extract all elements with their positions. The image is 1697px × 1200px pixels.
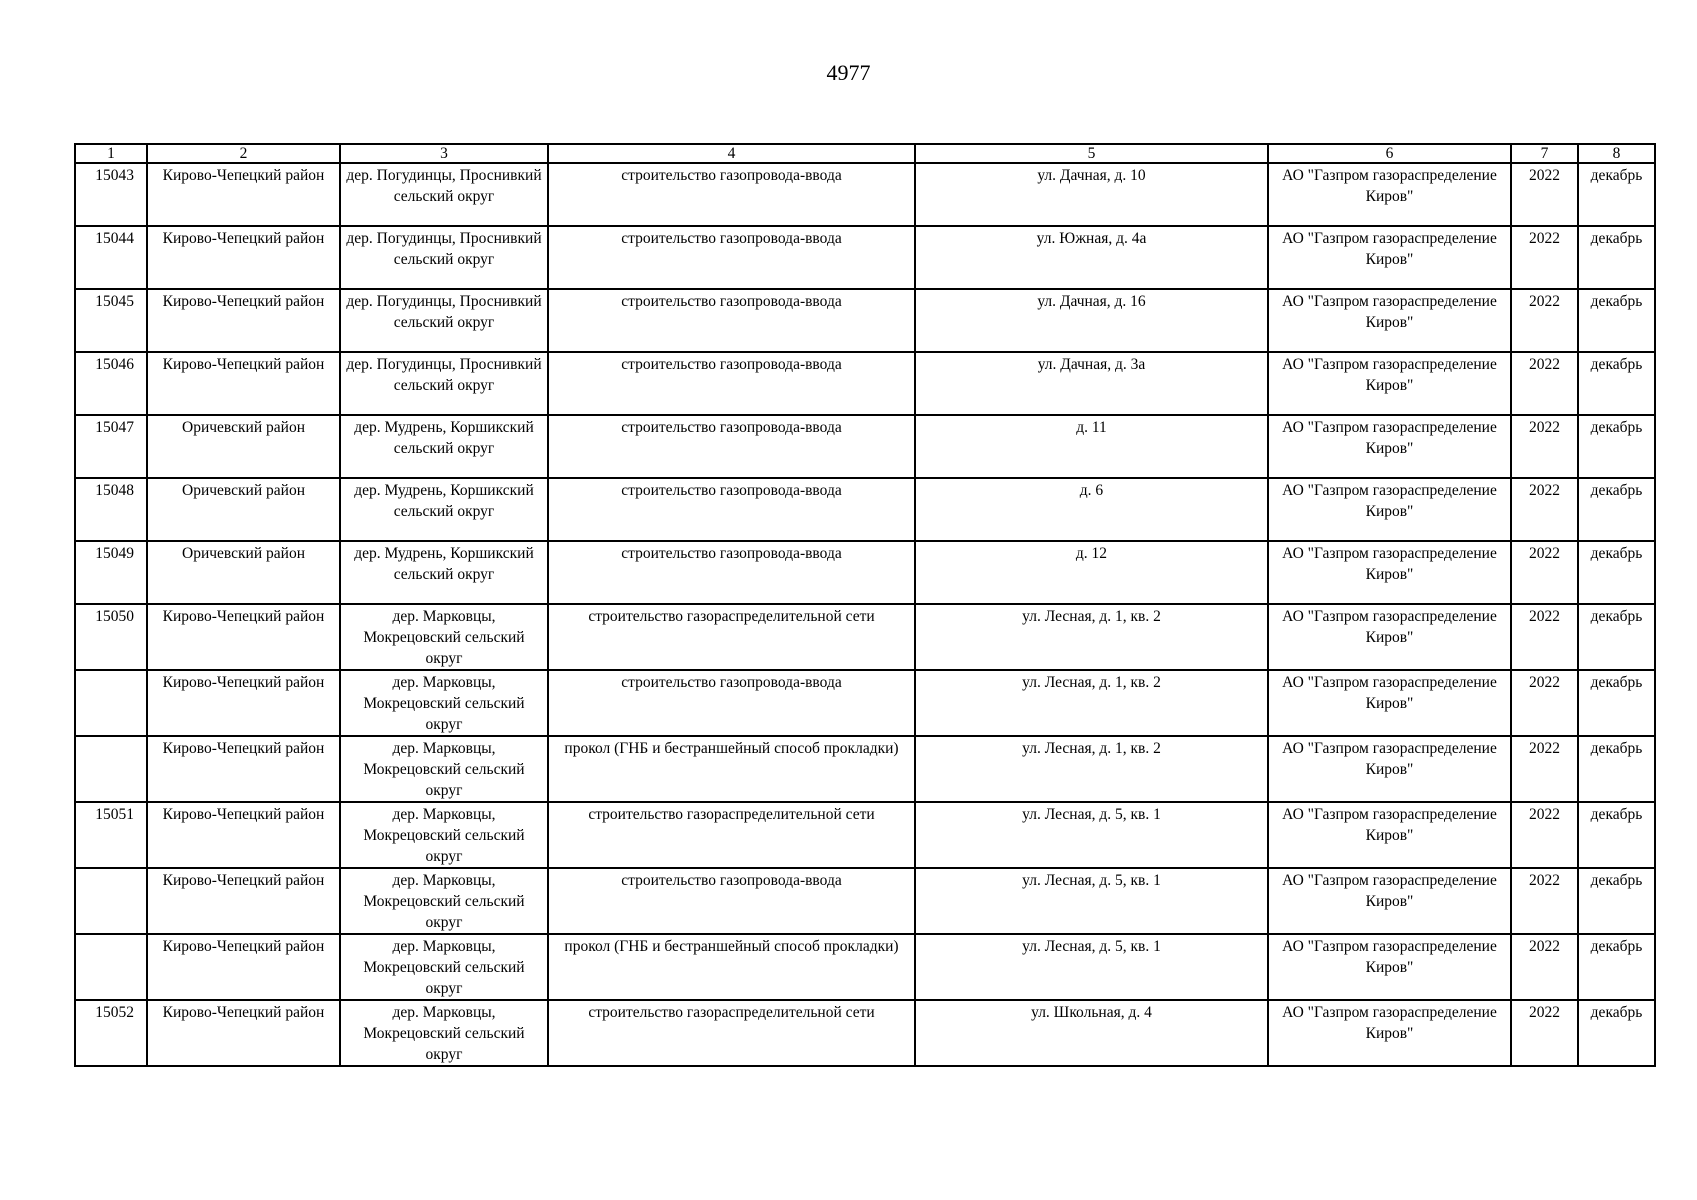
locality-cell: дер. Мудрень, Коршикский сельский округ	[340, 478, 548, 541]
organization-cell: АО "Газпром газораспределение Киров"	[1268, 670, 1511, 736]
table-row	[75, 289, 1655, 352]
month-cell: декабрь	[1578, 289, 1655, 352]
year-cell: 2022	[1511, 736, 1578, 802]
month-cell: декабрь	[1578, 868, 1655, 934]
work-type-cell: прокол (ГНБ и бестраншейный способ прокладки)	[548, 736, 915, 802]
district-cell: Оричевский район	[147, 478, 340, 541]
table-body	[75, 163, 1655, 1066]
district-cell: Кирово-Чепецкий район	[147, 868, 340, 934]
work-type-cell: строительство газопровода-ввода	[548, 478, 915, 541]
district-cell: Кирово-Чепецкий район	[147, 352, 340, 415]
column-header: 6	[1268, 144, 1511, 163]
year-cell: 2022	[1511, 541, 1578, 604]
organization-cell: АО "Газпром газораспределение Киров"	[1268, 352, 1511, 415]
locality-cell: дер. Погудинцы, Проснивкий сельский округ	[340, 226, 548, 289]
locality-cell: дер. Марковцы, Мокрецовский сельский округ	[340, 736, 548, 802]
address-cell: ул. Лесная, д. 5, кв. 1	[915, 868, 1268, 934]
page-number: 4977	[826, 60, 871, 85]
district-cell: Кирово-Чепецкий район	[147, 289, 340, 352]
locality-cell: дер. Марковцы, Мокрецовский сельский округ	[340, 868, 548, 934]
column-header: 8	[1578, 144, 1655, 163]
row-number: 15045	[75, 289, 147, 352]
month-cell: декабрь	[1578, 736, 1655, 802]
locality-cell: дер. Марковцы, Мокрецовский сельский округ	[340, 670, 548, 736]
district-cell: Кирово-Чепецкий район	[147, 1000, 340, 1066]
month-cell: декабрь	[1578, 352, 1655, 415]
address-cell: ул. Дачная, д. 3а	[915, 352, 1268, 415]
row-number: 15049	[75, 541, 147, 604]
locality-cell: дер. Марковцы, Мокрецовский сельский округ	[340, 802, 548, 868]
data-table	[74, 143, 1656, 1067]
row-number: 15047	[75, 415, 147, 478]
organization-cell: АО "Газпром газораспределение Киров"	[1268, 478, 1511, 541]
address-cell: ул. Дачная, д. 16	[915, 289, 1268, 352]
table-row	[75, 604, 1655, 670]
table-row	[75, 1000, 1655, 1066]
organization-cell: АО "Газпром газораспределение Киров"	[1268, 226, 1511, 289]
year-cell: 2022	[1511, 934, 1578, 1000]
row-number: 15052	[75, 1000, 147, 1066]
month-cell: декабрь	[1578, 478, 1655, 541]
district-cell: Кирово-Чепецкий район	[147, 604, 340, 670]
year-cell: 2022	[1511, 289, 1578, 352]
organization-cell: АО "Газпром газораспределение Киров"	[1268, 802, 1511, 868]
header-row	[75, 144, 1655, 163]
organization-cell: АО "Газпром газораспределение Киров"	[1268, 604, 1511, 670]
address-cell: ул. Дачная, д. 10	[915, 163, 1268, 226]
year-cell: 2022	[1511, 802, 1578, 868]
year-cell: 2022	[1511, 226, 1578, 289]
district-cell: Кирово-Чепецкий район	[147, 670, 340, 736]
locality-cell: дер. Марковцы, Мокрецовский сельский округ	[340, 604, 548, 670]
work-type-cell: строительство газопровода-ввода	[548, 415, 915, 478]
address-cell: ул. Южная, д. 4а	[915, 226, 1268, 289]
month-cell: декабрь	[1578, 604, 1655, 670]
organization-cell: АО "Газпром газораспределение Киров"	[1268, 541, 1511, 604]
table-row	[75, 541, 1655, 604]
organization-cell: АО "Газпром газораспределение Киров"	[1268, 415, 1511, 478]
locality-cell: дер. Марковцы, Мокрецовский сельский округ	[340, 1000, 548, 1066]
row-number: 15048	[75, 478, 147, 541]
organization-cell: АО "Газпром газораспределение Киров"	[1268, 289, 1511, 352]
year-cell: 2022	[1511, 478, 1578, 541]
row-number: 15050	[75, 604, 147, 670]
work-type-cell: строительство газопровода-ввода	[548, 289, 915, 352]
table-row	[75, 670, 1655, 736]
address-cell: ул. Школьная, д. 4	[915, 1000, 1268, 1066]
month-cell: декабрь	[1578, 226, 1655, 289]
district-cell: Кирово-Чепецкий район	[147, 802, 340, 868]
month-cell: декабрь	[1578, 934, 1655, 1000]
work-type-cell: строительство газопровода-ввода	[548, 868, 915, 934]
organization-cell: АО "Газпром газораспределение Киров"	[1268, 934, 1511, 1000]
year-cell: 2022	[1511, 868, 1578, 934]
column-header: 7	[1511, 144, 1578, 163]
work-type-cell: строительство газопровода-ввода	[548, 226, 915, 289]
table-row	[75, 802, 1655, 868]
year-cell: 2022	[1511, 352, 1578, 415]
work-type-cell: строительство газопровода-ввода	[548, 352, 915, 415]
locality-cell: дер. Мудрень, Коршикский сельский округ	[340, 415, 548, 478]
table-row	[75, 226, 1655, 289]
month-cell: декабрь	[1578, 1000, 1655, 1066]
address-cell: ул. Лесная, д. 1, кв. 2	[915, 670, 1268, 736]
work-type-cell: строительство газораспределительной сети	[548, 802, 915, 868]
year-cell: 2022	[1511, 604, 1578, 670]
work-type-cell: строительство газопровода-ввода	[548, 541, 915, 604]
work-type-cell: строительство газопровода-ввода	[548, 163, 915, 226]
locality-cell: дер. Мудрень, Коршикский сельский округ	[340, 541, 548, 604]
work-type-cell: прокол (ГНБ и бестраншейный способ прокладки)	[548, 934, 915, 1000]
table-row	[75, 736, 1655, 802]
row-number	[75, 736, 147, 802]
month-cell: декабрь	[1578, 541, 1655, 604]
month-cell: декабрь	[1578, 415, 1655, 478]
work-type-cell: строительство газопровода-ввода	[548, 670, 915, 736]
year-cell: 2022	[1511, 163, 1578, 226]
year-cell: 2022	[1511, 670, 1578, 736]
locality-cell: дер. Марковцы, Мокрецовский сельский округ	[340, 934, 548, 1000]
locality-cell: дер. Погудинцы, Проснивкий сельский округ	[340, 289, 548, 352]
column-header: 4	[548, 144, 915, 163]
table-row	[75, 934, 1655, 1000]
district-cell: Кирово-Чепецкий район	[147, 934, 340, 1000]
work-type-cell: строительство газораспределительной сети	[548, 1000, 915, 1066]
locality-cell: дер. Погудинцы, Проснивкий сельский округ	[340, 352, 548, 415]
row-number: 15044	[75, 226, 147, 289]
address-cell: д. 11	[915, 415, 1268, 478]
address-cell: ул. Лесная, д. 5, кв. 1	[915, 934, 1268, 1000]
address-cell: ул. Лесная, д. 1, кв. 2	[915, 736, 1268, 802]
district-cell: Кирово-Чепецкий район	[147, 226, 340, 289]
row-number: 15043	[75, 163, 147, 226]
column-header: 3	[340, 144, 548, 163]
column-header: 5	[915, 144, 1268, 163]
address-cell: ул. Лесная, д. 1, кв. 2	[915, 604, 1268, 670]
organization-cell: АО "Газпром газораспределение Киров"	[1268, 868, 1511, 934]
locality-cell: дер. Погудинцы, Проснивкий сельский округ	[340, 163, 548, 226]
column-header: 1	[75, 144, 147, 163]
address-cell: ул. Лесная, д. 5, кв. 1	[915, 802, 1268, 868]
row-number	[75, 868, 147, 934]
table-row	[75, 478, 1655, 541]
month-cell: декабрь	[1578, 670, 1655, 736]
organization-cell: АО "Газпром газораспределение Киров"	[1268, 163, 1511, 226]
organization-cell: АО "Газпром газораспределение Киров"	[1268, 1000, 1511, 1066]
organization-cell: АО "Газпром газораспределение Киров"	[1268, 736, 1511, 802]
district-cell: Оричевский район	[147, 415, 340, 478]
table-row	[75, 415, 1655, 478]
month-cell: декабрь	[1578, 163, 1655, 226]
district-cell: Оричевский район	[147, 541, 340, 604]
year-cell: 2022	[1511, 1000, 1578, 1066]
table-row	[75, 163, 1655, 226]
month-cell: декабрь	[1578, 802, 1655, 868]
table-row	[75, 352, 1655, 415]
row-number: 15051	[75, 802, 147, 868]
year-cell: 2022	[1511, 415, 1578, 478]
district-cell: Кирово-Чепецкий район	[147, 736, 340, 802]
row-number	[75, 934, 147, 1000]
row-number: 15046	[75, 352, 147, 415]
work-type-cell: строительство газораспределительной сети	[548, 604, 915, 670]
row-number	[75, 670, 147, 736]
address-cell: д. 6	[915, 478, 1268, 541]
table-row	[75, 868, 1655, 934]
column-header: 2	[147, 144, 340, 163]
district-cell: Кирово-Чепецкий район	[147, 163, 340, 226]
address-cell: д. 12	[915, 541, 1268, 604]
